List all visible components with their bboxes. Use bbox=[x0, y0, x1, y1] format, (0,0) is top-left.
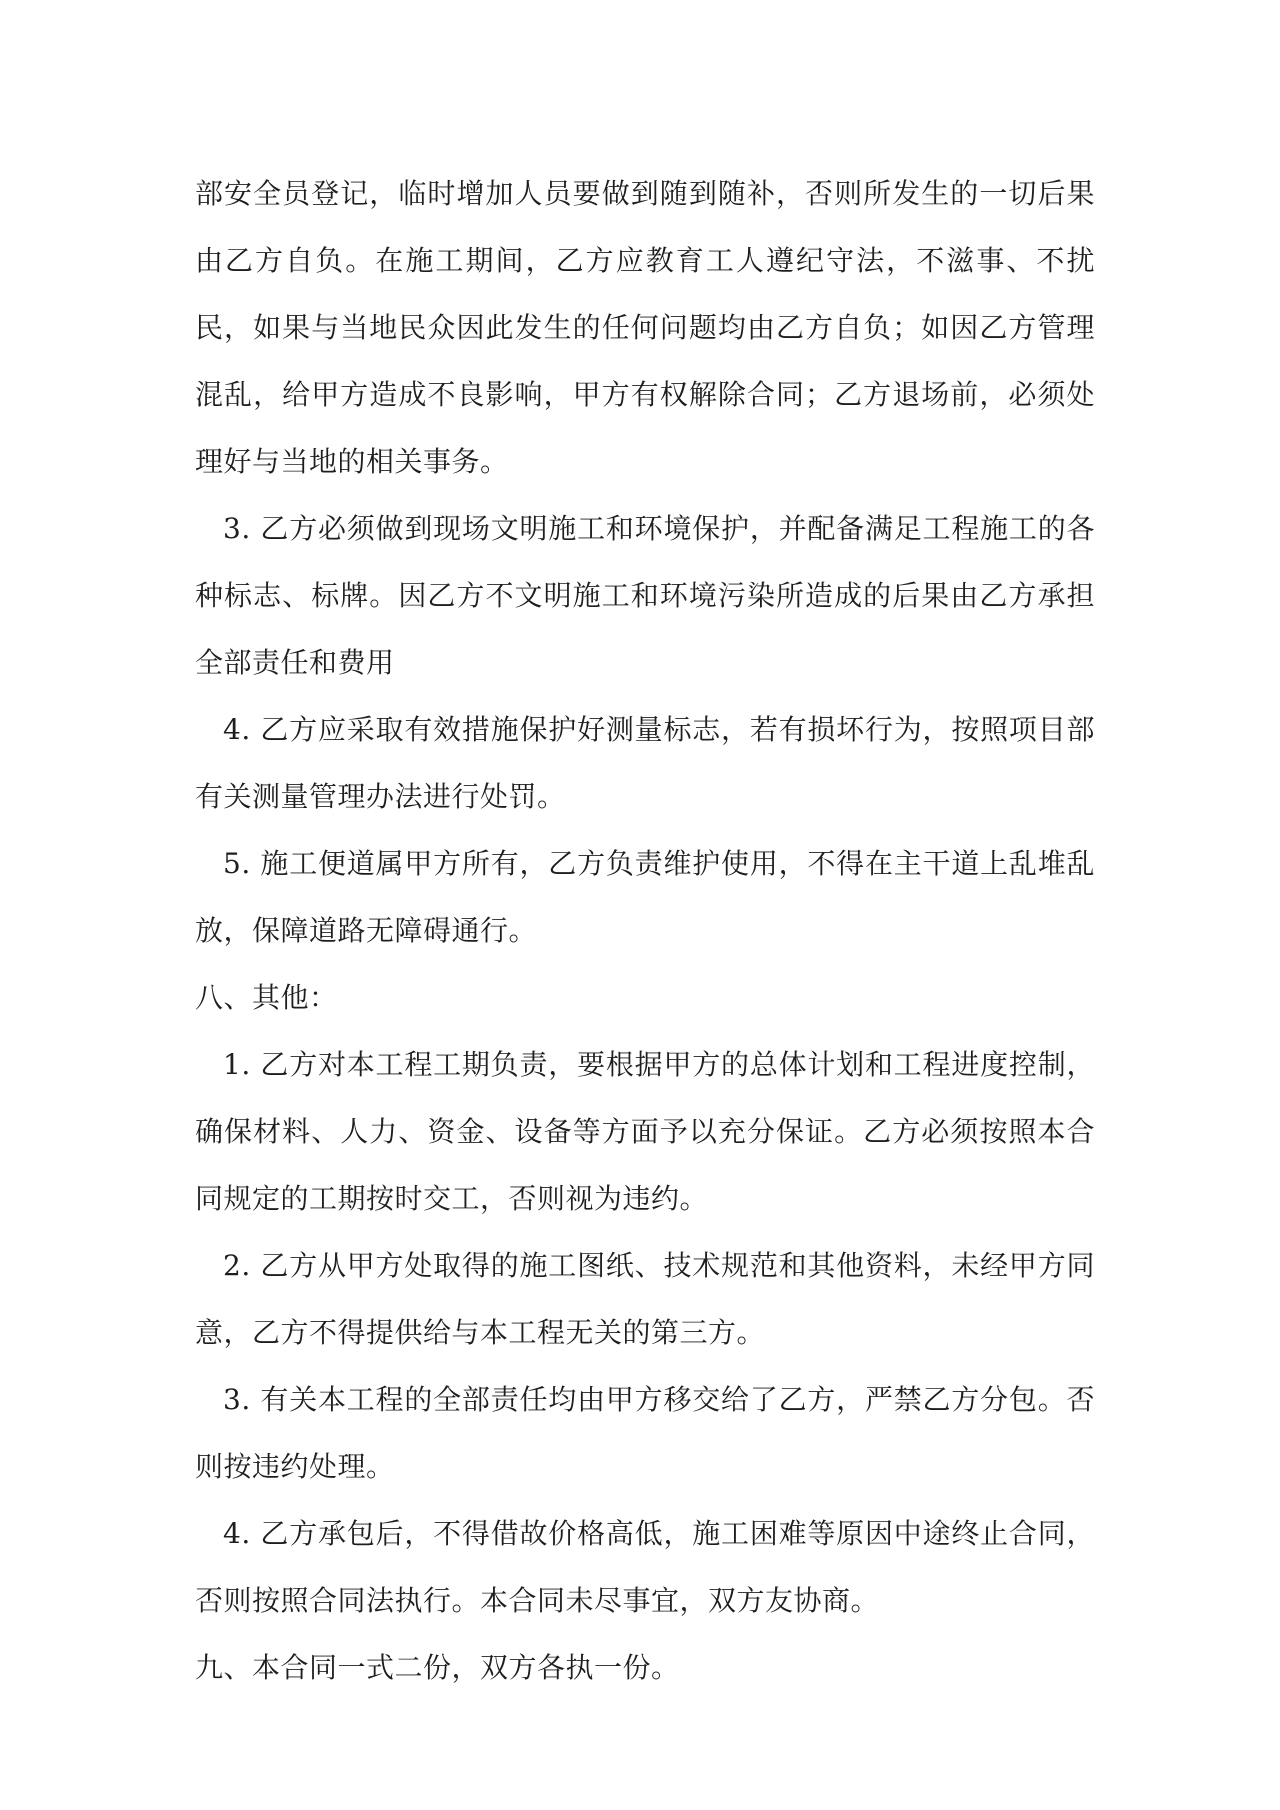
section-heading-other: 八、其他： bbox=[195, 981, 338, 1014]
paragraph-other-item-4-termination: 4. 乙方承包后，不得借故价格高低，施工困难等原因中途终止合同，否则按照合同法执行。本合同未尽事宜，双方友协商。 bbox=[195, 1517, 1095, 1617]
section-heading-copies: 九、本合同一式二份，双方各执一份。 bbox=[195, 1651, 680, 1684]
document-body bbox=[195, 160, 1095, 1701]
paragraph-safety-registration: 部安全员登记，临时增加人员要做到随到随补，否则所发生的一切后果由乙方自负。在施工期间，乙方应教育工人遵纪守法，不滋事、不扰民，如果与当地民众因此发生的任何问题均由乙方自负；如因乙方管理混乱，给甲方造成不良影响，甲方有权解除合同；乙方退场前，必须处理好与当地的相关事务。 bbox=[195, 177, 1095, 478]
paragraph-item-5-access-road: 5. 施工便道属甲方所有，乙方负责维护使用，不得在主干道上乱堆乱放，保障道路无障碍通行。 bbox=[195, 847, 1095, 947]
paragraph-item-4-survey-markers: 4. 乙方应采取有效措施保护好测量标志，若有损坏行为，按照项目部有关测量管理办法进行处罚。 bbox=[195, 713, 1095, 813]
paragraph-other-item-3-subcontracting: 3. 有关本工程的全部责任均由甲方移交给了乙方，严禁乙方分包。否则按违约处理。 bbox=[195, 1383, 1095, 1483]
paragraph-other-item-2-drawings: 2. 乙方从甲方处取得的施工图纸、技术规范和其他资料，未经甲方同意，乙方不得提供给与本工程无关的第三方。 bbox=[195, 1249, 1095, 1349]
paragraph-item-3-civilized-construction: 3. 乙方必须做到现场文明施工和环境保护，并配备满足工程施工的各种标志、标牌。因乙方不文明施工和环境污染所造成的后果由乙方承担全部责任和费用 bbox=[195, 512, 1095, 679]
paragraph-other-item-1-schedule: 1. 乙方对本工程工期负责，要根据甲方的总体计划和工程进度控制，确保材料、人力、资金、设备等方面予以充分保证。乙方必须按照本合同规定的工期按时交工，否则视为违约。 bbox=[195, 1048, 1095, 1215]
